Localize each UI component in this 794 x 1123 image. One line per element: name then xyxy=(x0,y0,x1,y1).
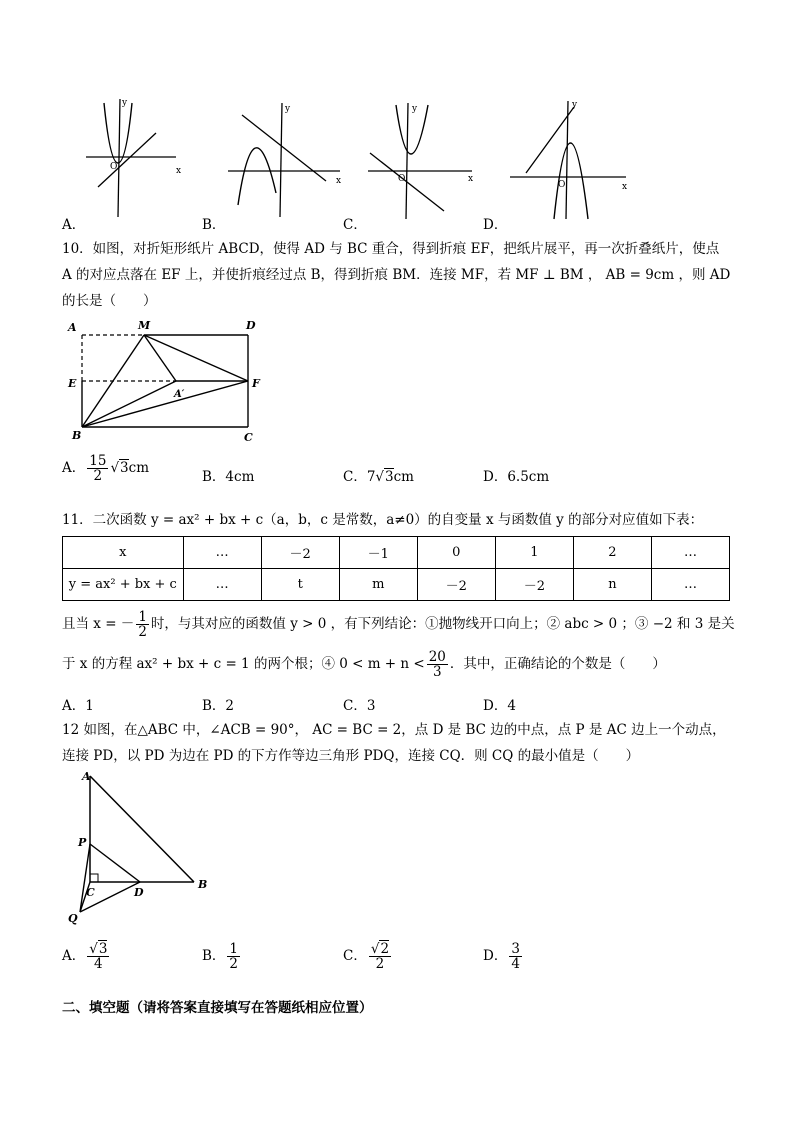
q11-condition-denominator: 2 xyxy=(138,624,147,641)
q12-option-b xyxy=(202,942,242,971)
q12-option-a-numerator: √3 xyxy=(89,941,108,957)
q9-graph-a xyxy=(84,95,184,220)
q10-option-a-unit: cm xyxy=(128,460,150,477)
q12-option-c xyxy=(343,942,393,971)
q12-option-a xyxy=(62,942,111,971)
q11-condition-suffix: 时，与其对应的函数值 y > 0 ，有下列结论：①抛物线开口向上；② abc > 0 ；③ −2 和 3 是关 xyxy=(150,616,735,633)
graph-a-svg xyxy=(84,95,184,220)
table-cell: 0 xyxy=(417,537,495,569)
table-cell: －1 xyxy=(339,537,417,569)
q10-text-line-3: 的长是（ ） xyxy=(62,293,157,309)
graph-a-origin-label: O xyxy=(110,162,118,172)
q10-text-line-2: A 的对应点落在 EF 上，并使折痕经过点 B，得到折痕 BM．连接 MF，若 MF ⊥ BM ， AB = 9cm ，则 AD xyxy=(62,267,731,283)
q9-option-c: C． xyxy=(343,217,367,233)
q12-option-a-denominator: 4 xyxy=(94,956,103,973)
q10-option-c-label: C．7 xyxy=(343,469,376,485)
q12-option-d-denominator: 4 xyxy=(511,956,520,973)
q11-option-c: C．3 xyxy=(343,698,376,714)
table-cell: －2 xyxy=(417,569,495,601)
q11-condition-line xyxy=(62,610,735,639)
table-cell: －2 xyxy=(261,537,339,569)
q12-option-c-fraction xyxy=(369,942,391,971)
graph-b-x-label: x xyxy=(336,176,342,186)
graph-a-x-label: x xyxy=(176,166,182,176)
q11-option-a: A．1 xyxy=(62,698,94,714)
graph-c-origin-label: O xyxy=(398,174,406,184)
q10-label-b: B xyxy=(72,429,82,442)
q9-graph-b xyxy=(228,95,346,220)
q12-label-q: Q xyxy=(68,912,78,925)
table-cell: n xyxy=(573,569,651,601)
q11-conclusion-line xyxy=(62,650,666,679)
q12-option-a-label: A． xyxy=(62,948,86,965)
q10-label-f: F xyxy=(252,377,260,390)
q10-label-a: A xyxy=(68,321,77,334)
q12-text-line-1: 12 如图，在△ABC 中，∠ACB = 90°， AC = BC = 2，点 D 是 BC 边的中点，点 P 是 AC 边上一个动点， xyxy=(62,722,726,738)
q9-graph-c xyxy=(368,95,480,220)
graph-c-x-label: x xyxy=(468,174,474,184)
q9-graph-d xyxy=(508,95,632,220)
q12-label-b: B xyxy=(198,878,208,891)
q10-option-a-radicand: 3 xyxy=(120,460,129,477)
q10-option-a-numerator: 15 xyxy=(89,453,107,469)
q10-option-a-fraction xyxy=(87,454,108,483)
graph-c-svg xyxy=(368,95,480,220)
table-cell: … xyxy=(183,537,261,569)
q10-option-a-denominator: 2 xyxy=(93,468,103,485)
q12-option-a-fraction xyxy=(87,942,109,971)
q12-option-c-radicand: 2 xyxy=(380,941,390,957)
q10-label-a-prime: A′ xyxy=(174,389,185,400)
table-row xyxy=(63,537,730,569)
table-cell: … xyxy=(651,537,729,569)
q12-option-a-radicand: 3 xyxy=(98,941,108,957)
q11-stem: 11．二次函数 y = ax² + bx + c（a，b，c 是常数，a≠0）的自变量 x 与函数值 y 的部分对应值如下表： xyxy=(62,512,704,528)
table-cell: t xyxy=(261,569,339,601)
q12-label-a: A xyxy=(82,770,91,783)
q10-figure xyxy=(62,315,272,445)
table-cell: 2 xyxy=(573,537,651,569)
q10-figure-svg xyxy=(62,315,272,445)
table-cell: y = ax² + bx + c xyxy=(63,569,184,601)
q9-option-a: A． xyxy=(62,217,86,233)
q11-conclusion-prefix: 于 x 的方程 ax² + bx + c = 1 的两个根；④ 0 < m + n < xyxy=(62,656,425,673)
q12-option-c-denominator: 2 xyxy=(375,956,385,973)
q11-conclusion-fraction xyxy=(427,650,448,679)
q11-conclusion-denominator: 3 xyxy=(433,664,442,681)
section-2-title: 二、填空题（请将答案直接填写在答题纸相应位置） xyxy=(62,1000,373,1016)
table-cell: m xyxy=(339,569,417,601)
q10-option-b: B．4cm xyxy=(202,469,255,485)
q11-option-b: B．2 xyxy=(202,698,235,714)
q10-label-c: C xyxy=(244,431,253,444)
q12-option-b-label: B． xyxy=(202,948,226,965)
q9-option-d: D． xyxy=(483,217,508,233)
q10-label-m: M xyxy=(138,319,151,332)
q12-figure-svg xyxy=(62,766,222,926)
q10-option-c-unit: cm xyxy=(393,469,414,485)
graph-a-y-label: y xyxy=(122,98,128,108)
q12-option-c-numerator: √2 xyxy=(370,941,390,957)
table-cell: … xyxy=(183,569,261,601)
table-row xyxy=(63,569,730,601)
table-cell: 1 xyxy=(495,537,573,569)
q11-condition-prefix: 且当 x = － xyxy=(62,616,135,633)
table-cell: －2 xyxy=(495,569,573,601)
q10-option-a-label: A． xyxy=(62,460,86,477)
q12-label-p: P xyxy=(78,836,87,849)
graph-c-y-label: y xyxy=(412,104,418,114)
q12-option-b-denominator: 2 xyxy=(229,956,239,973)
q12-text-line-2: 连接 PD，以 PD 为边在 PD 的下方作等边三角形 PDQ，连接 CQ．则 CQ 的最小值是（ ） xyxy=(62,748,640,764)
graph-b-svg xyxy=(228,95,346,220)
q10-text-line-1: 10．如图，对折矩形纸片 ABCD，使得 AD 与 BC 重合，得到折痕 EF，把纸片展平，再一次折叠纸片，使点 xyxy=(62,241,720,257)
q12-figure xyxy=(62,766,222,926)
q10-option-c-radicand: 3 xyxy=(385,469,394,485)
q10-option-c: C．7√3cm xyxy=(343,469,414,485)
q11-condition-fraction xyxy=(136,610,149,639)
graph-b-y-label: y xyxy=(285,104,291,114)
q11-condition-numerator: 1 xyxy=(138,609,147,625)
q11-conclusion-numerator: 20 xyxy=(428,649,446,665)
q10-label-e: E xyxy=(68,377,77,390)
q12-option-b-fraction xyxy=(227,942,240,971)
graph-d-x-label: x xyxy=(622,182,628,192)
q10-option-d: D．6.5cm xyxy=(483,469,550,485)
q11-option-d: D．4 xyxy=(483,698,516,714)
q12-option-d-fraction xyxy=(509,942,522,971)
graph-d-svg xyxy=(508,95,632,220)
q10-option-a: A． $\frac{15}{2}$ √3cm xyxy=(62,453,150,485)
q10-label-d: D xyxy=(246,319,256,332)
q12-option-c-label: C． xyxy=(343,948,367,965)
q12-option-b-numerator: 1 xyxy=(229,941,239,957)
q11-conclusion-suffix: ．其中，正确结论的个数是（ ） xyxy=(449,656,666,673)
q12-label-d: D xyxy=(134,886,144,899)
q12-option-d-numerator: 3 xyxy=(511,941,520,957)
q11-value-table xyxy=(62,536,730,601)
q12-label-c: C xyxy=(86,886,95,899)
graph-d-origin-label: O xyxy=(558,180,566,190)
graph-d-y-label: y xyxy=(572,100,578,110)
table-cell: … xyxy=(651,569,729,601)
q12-option-d xyxy=(483,942,524,971)
q12-option-d-label: D． xyxy=(483,948,508,965)
q9-option-b: B． xyxy=(202,217,226,233)
table-cell: x xyxy=(63,537,184,569)
